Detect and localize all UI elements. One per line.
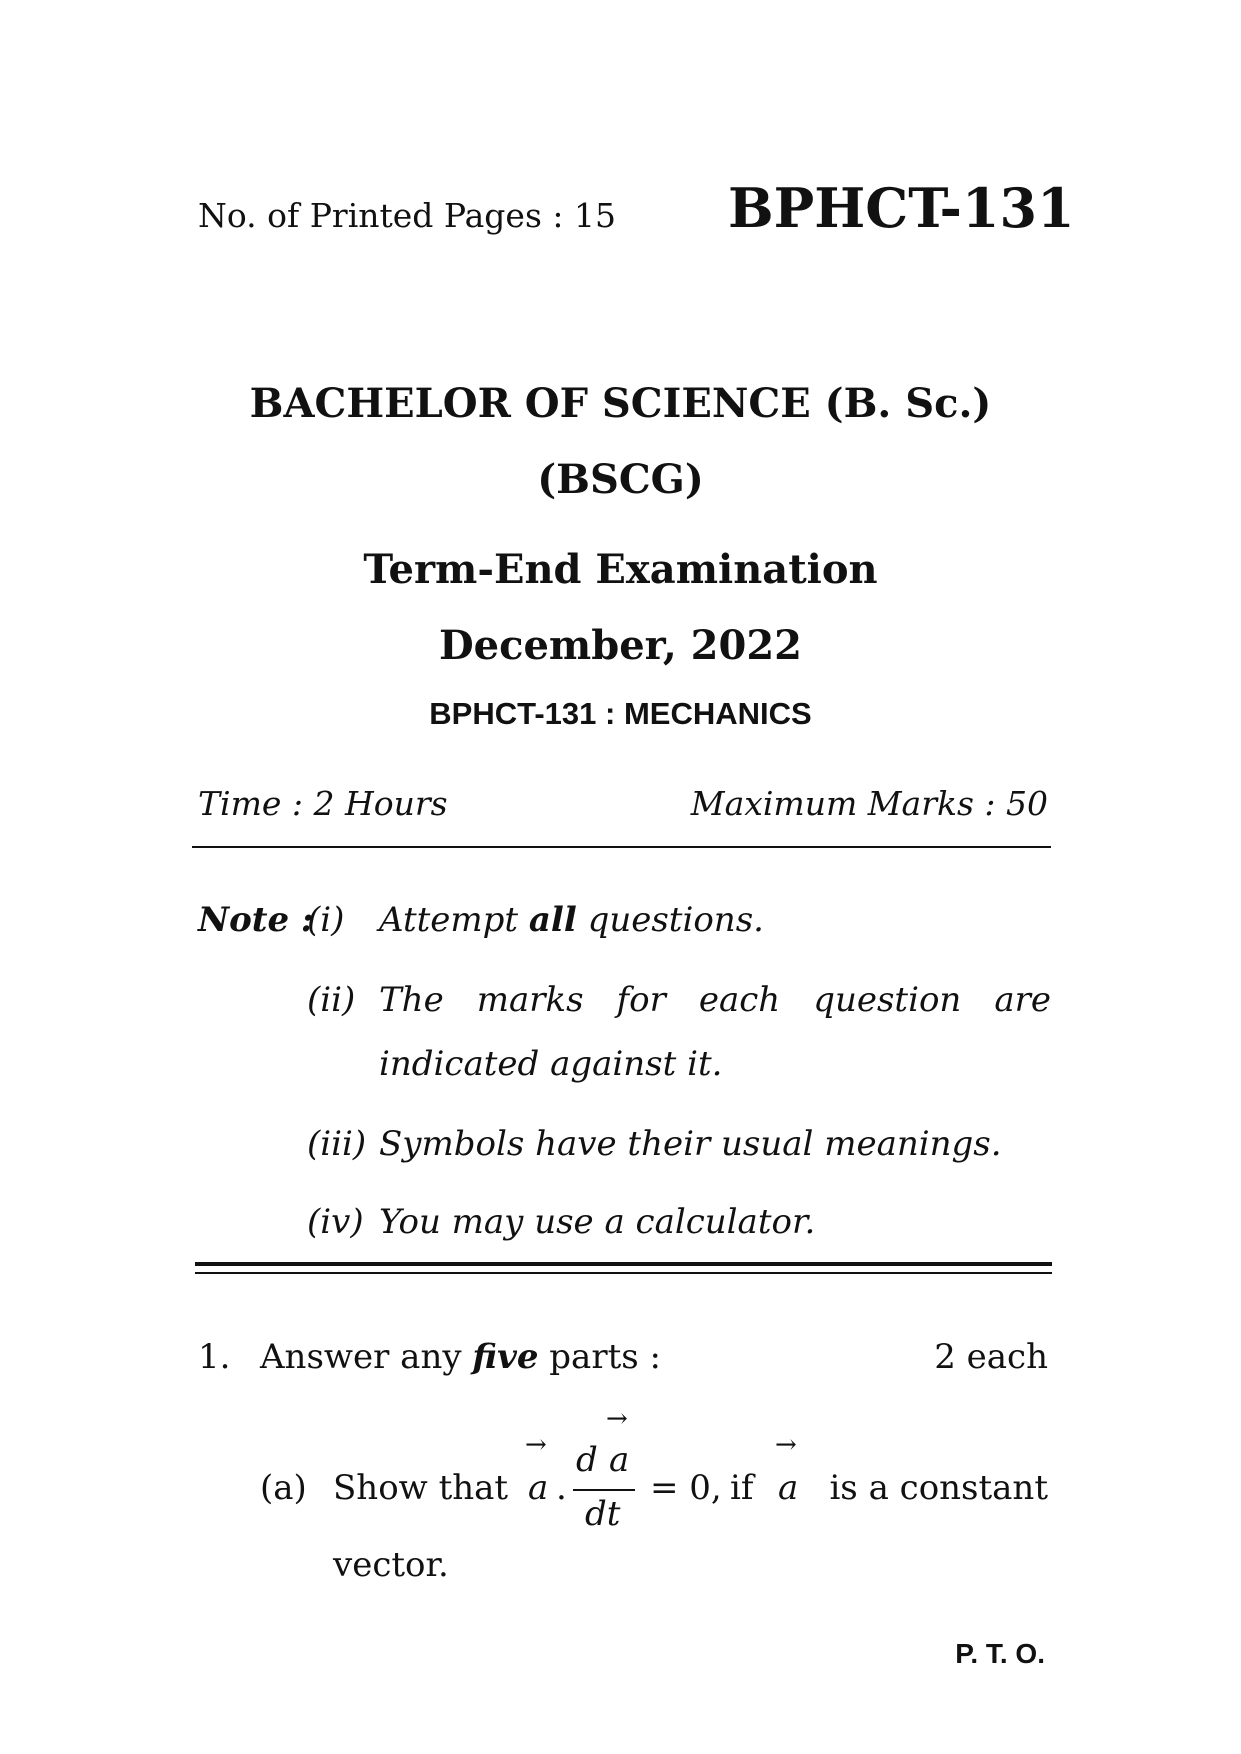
degree-title: BACHELOR OF SCIENCE (B. Sc.) [249,380,992,427]
vector-a: a [528,1468,549,1508]
denominator: dt [585,1494,621,1534]
if-text: if [730,1468,754,1508]
question-text: Answer any five parts : [260,1337,661,1377]
printed-pages: No. of Printed Pages : 15 [198,196,616,235]
program-title: (BSCG) [537,456,704,503]
double-rule-thin [195,1272,1052,1274]
vector-arrow-icon: → [606,1404,628,1434]
note-text-4: You may use a calculator. [379,1202,816,1242]
paper-code: BPHCT-131 [728,176,1075,240]
time-allowed: Time : 2 Hours [198,784,448,823]
note-emphasis: all [528,900,577,940]
note-label: Note : [198,900,314,940]
note-text-2-line1: The marks for each question are [379,980,1051,1020]
note-text-1: Attempt all questions. [379,900,764,940]
subject-title: BPHCT-131 : MECHANICS [429,696,812,731]
note-text-3: Symbols have their usual meanings. [379,1124,1002,1164]
dot-operator: . [556,1468,567,1508]
note-number-2: (ii) [307,980,356,1020]
maximum-marks: Maximum Marks : 50 [690,784,1048,823]
note-text-2-line2: indicated against it. [379,1044,723,1084]
part-text-rest: is a constant [829,1468,1048,1508]
question-number: 1. [198,1337,231,1377]
note-number-3: (iii) [307,1124,367,1164]
pto-label: P. T. O. [955,1638,1045,1669]
note-number-4: (iv) [307,1202,364,1242]
vector-arrow-icon: → [775,1430,797,1460]
numerator-d: d [576,1440,598,1480]
question-emphasis: five [472,1337,539,1377]
header-divider [192,846,1051,848]
fraction-bar [573,1489,635,1491]
numerator-vector-a: a [609,1440,630,1480]
note-number-1: (i) [307,900,345,940]
vector-arrow-icon: → [525,1430,547,1460]
equals-zero: = 0, [650,1468,722,1508]
part-text-line2: vector. [333,1545,449,1585]
part-label: (a) [260,1468,307,1508]
question-marks: 2 each [934,1337,1048,1377]
exam-date: December, 2022 [438,622,803,669]
double-rule-thick [195,1262,1052,1266]
vector-a-2: a [778,1468,799,1508]
part-text-show-that: Show that [333,1468,509,1508]
exam-title: Term-End Examination [363,546,878,593]
